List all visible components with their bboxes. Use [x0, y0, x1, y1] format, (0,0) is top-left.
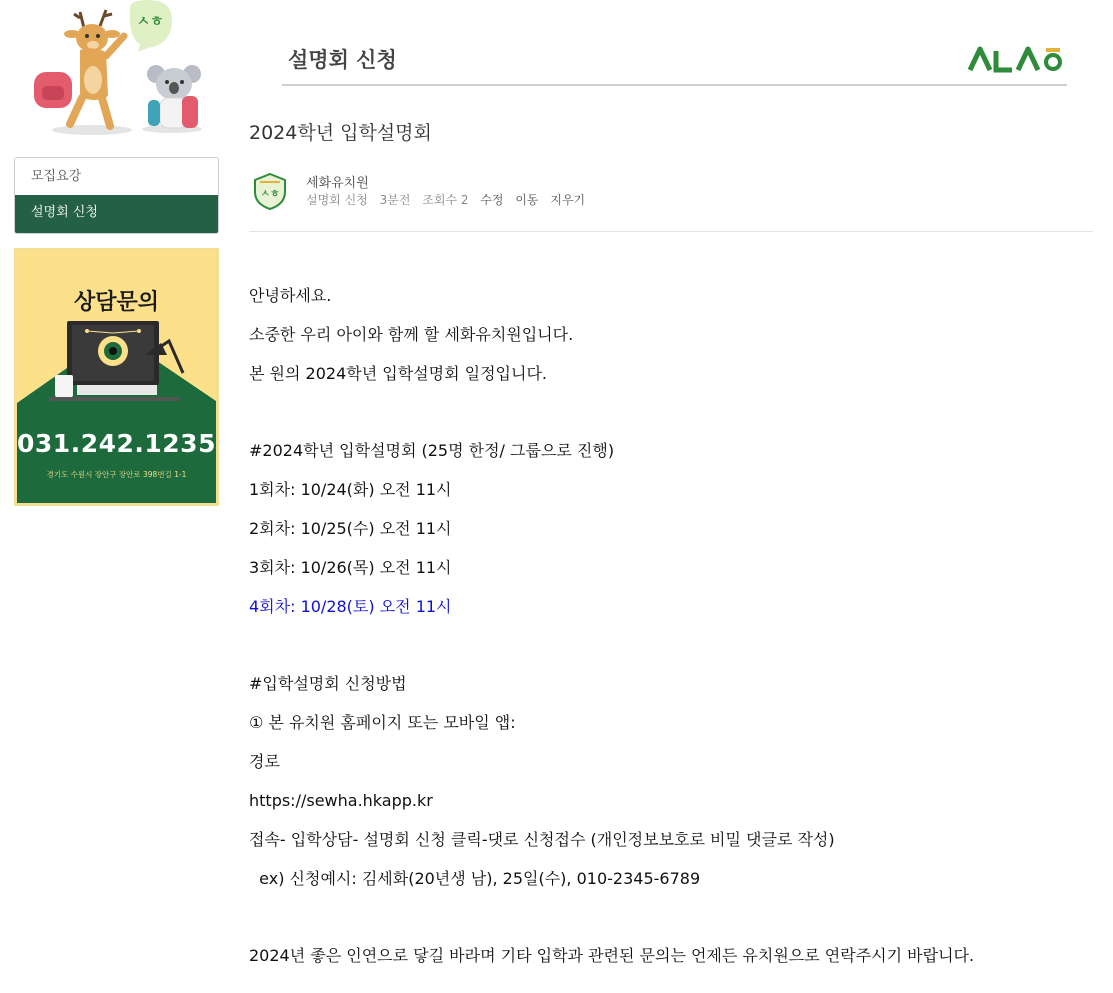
sidebar-menu [14, 157, 219, 234]
school-badge-icon [251, 172, 289, 214]
body-line: 본 원의 2024학년 입학설명회 일정입니다. [249, 364, 547, 383]
move-button[interactable]: 이동 [515, 193, 539, 207]
svg-text:ㅅㅎ: ㅅㅎ [136, 14, 164, 30]
body-line: ① 본 유치원 홈페이지 또는 모바일 앱: [249, 713, 516, 732]
body-line: ex) 신청예시: 김세화(20년생 남), 25일(수), 010-2345-6789 [249, 869, 701, 888]
header-divider [282, 84, 1067, 86]
meta-divider [249, 231, 1093, 232]
body-line: 2회차: 10/25(수) 오전 11시 [249, 519, 452, 538]
body-link[interactable]: https://sewha.hkapp.kr [249, 791, 433, 810]
body-line: 경로 [249, 752, 280, 771]
body-line: 안녕하세요. [249, 286, 332, 305]
body-line: #2024학년 입학설명회 (25명 한정/ 그룹으로 진행) [249, 441, 615, 460]
body-line: 1회차: 10/24(화) 오전 11시 [249, 480, 452, 499]
body-line-highlight: 4회차: 10/28(토) 오전 11시 [249, 597, 452, 616]
delete-button[interactable]: 지우기 [550, 193, 586, 207]
post-time: 3분전 [379, 193, 411, 207]
school-logo[interactable] [968, 46, 1066, 78]
body-line: #입학설명회 신청방법 [249, 674, 407, 693]
edit-button[interactable]: 수정 [480, 193, 504, 207]
post-body [249, 286, 1099, 985]
body-blank-line [249, 403, 1099, 441]
body-line: 소중한 우리 아이와 함께 할 세화유치원입니다. [249, 325, 574, 344]
body-blank-line [249, 908, 1099, 946]
deer-koala-mascot-icon [22, 0, 212, 140]
author-name[interactable]: 세화유치원 [306, 176, 369, 191]
post-views: 조회수 2 [422, 193, 469, 207]
mascot-illustration [22, 0, 212, 140]
sidebar-item-info-session[interactable]: 설명회 신청 [15, 195, 218, 233]
body-line: 2024년 좋은 인연으로 닿길 바라며 기타 입학과 관련된 문의는 언제든 유치원으로 연락주시기 바랍니다. [249, 946, 975, 965]
body-line: 3회차: 10/26(목) 오전 11시 [249, 558, 452, 577]
banner-title: 상담문의 [73, 290, 159, 315]
body-line: 접속- 입학상담- 설명회 신청 클릭-댓로 신청접수 (개인정보보호로 비밀 댓글로 작성) [249, 830, 835, 849]
body-blank-line [249, 636, 1099, 674]
banner-address: 경기도 수원시 장안구 장안로 398번길 1-1 [46, 470, 187, 479]
page-title: 설명회 신청 [288, 48, 397, 72]
svg-text:ㅅㅎ: ㅅㅎ [260, 189, 280, 200]
post-meta [306, 191, 593, 208]
consultation-banner[interactable] [14, 248, 219, 506]
sewha-logo-icon [968, 46, 1066, 74]
sidebar-item-recruitment[interactable]: 모집요강 [31, 169, 82, 184]
post-category[interactable]: 설명회 신청 [306, 193, 368, 207]
banner-phone: 031.242.1235 [17, 429, 216, 458]
post-title: 2024학년 입학설명회 [249, 122, 432, 144]
